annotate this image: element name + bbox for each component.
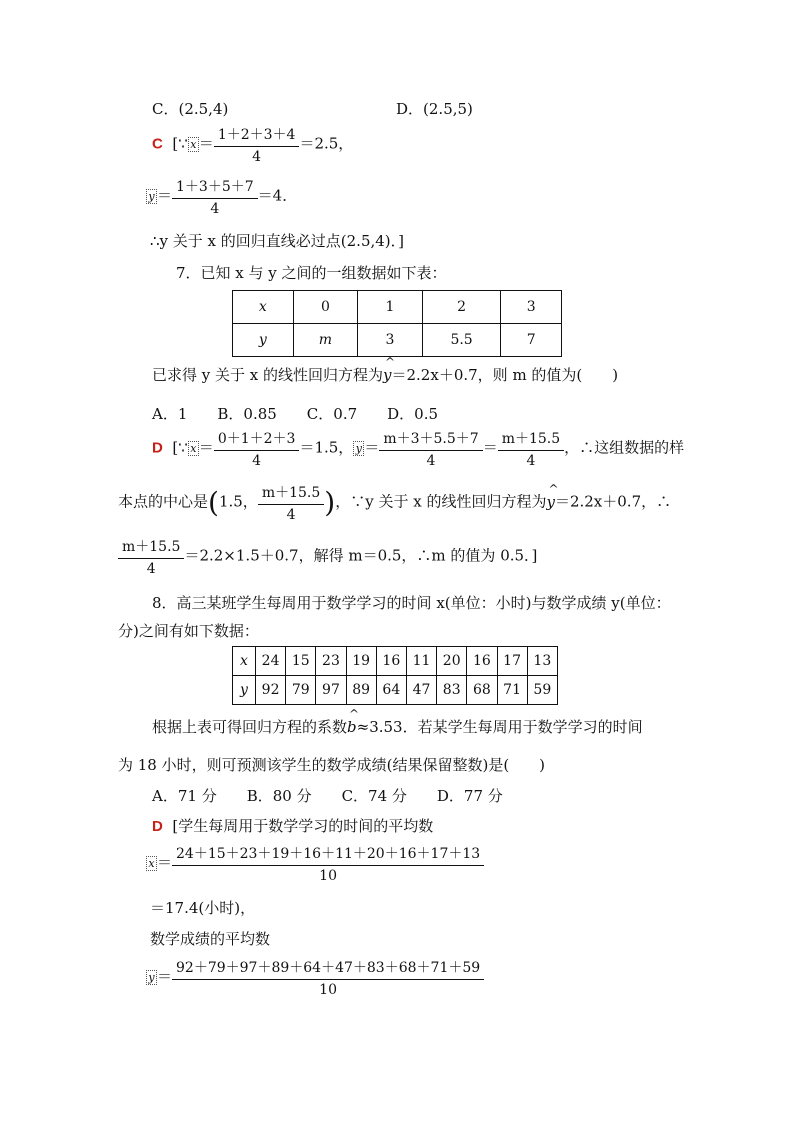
answer-letter: C	[152, 135, 163, 153]
table-row	[233, 647, 558, 676]
result: ＝2.5，	[299, 134, 354, 153]
table-cell: 3	[501, 291, 562, 324]
table-cell: 97	[316, 676, 346, 705]
denominator: 4	[258, 504, 324, 523]
table-cell: 64	[376, 676, 406, 705]
numerator: 1＋2＋3＋4	[217, 127, 296, 143]
question-equation: ＝2.2x＋0.7，则 m 的值为( )	[391, 366, 619, 384]
denominator: 4	[172, 198, 258, 217]
table-cell: 7	[501, 324, 562, 357]
q8-data-table	[232, 646, 558, 705]
denominator: 10	[172, 979, 484, 998]
center-x: 1.5，	[218, 492, 258, 511]
table-cell: 3	[358, 324, 423, 357]
solution-tail: ，∴这组数据的样	[564, 438, 685, 457]
table-row	[233, 324, 562, 357]
table-cell: 17	[497, 647, 527, 676]
table-cell: 24	[256, 647, 286, 676]
q8-xbar-result: ＝17.4(小时)，	[150, 899, 256, 917]
table-cell: 13	[527, 647, 557, 676]
table-cell: 71	[497, 676, 527, 705]
solution-text: [学生每周用于数学学习的时间的平均数	[172, 817, 434, 835]
q8-solution-line1	[152, 815, 433, 836]
numerator: m＋15.5	[501, 431, 561, 447]
denominator: 4	[379, 450, 482, 469]
denominator: 4	[498, 450, 564, 469]
ybar-fraction-2	[500, 428, 562, 469]
x-bar-icon: x	[146, 856, 157, 871]
ybar-fraction	[174, 176, 256, 217]
q7-options: A．1 B．0.85 C．0.7 D．0.5	[152, 405, 439, 423]
option-c: C．(2.5,4)	[152, 100, 229, 118]
denominator: 10	[172, 865, 484, 884]
equals: ＝	[157, 853, 173, 872]
table-cell: 68	[467, 676, 497, 705]
y-hat-icon: ^ y	[546, 493, 554, 511]
y-bar-icon: y	[353, 441, 364, 456]
q6-conclusion: ∴y 关于 x 的回归直线必过点(2.5,4)．]	[150, 232, 405, 250]
table-cell: 79	[286, 676, 316, 705]
table-cell: 20	[437, 647, 467, 676]
table-row	[233, 291, 562, 324]
q7-stem: 7．已知 x 与 y 之间的一组数据如下表：	[176, 264, 447, 282]
q7-solution-line2: 本点的中心是(1.5， $\frac{m+15.5}{4}$ )，∵y 关于 x 的线性回归方程为^ y＝2.2x＋0.7，∴	[118, 482, 671, 523]
table-cell: 16	[376, 647, 406, 676]
q8-question-line1	[152, 716, 643, 737]
question-prefix: 根据上表可得回归方程的系数	[152, 718, 348, 736]
q8-ybar-line	[146, 957, 484, 998]
equals: ＝	[198, 134, 214, 153]
center-post: ，∵y 关于 x 的线性回归方程为	[335, 492, 547, 511]
result: ＝4．	[257, 186, 298, 205]
q8-solution-line2: 数学成绩的平均数	[150, 930, 271, 948]
table-cell: 15	[286, 647, 316, 676]
table-cell: 89	[346, 676, 376, 705]
center-fraction	[260, 482, 322, 523]
table-cell: 59	[527, 676, 557, 705]
numerator: 0＋1＋2＋3	[217, 431, 296, 447]
ybar-fraction	[174, 957, 482, 998]
table-cell: 11	[406, 647, 436, 676]
xbar-fraction	[216, 428, 298, 469]
numerator: m＋3＋5.5＋7	[383, 431, 479, 447]
q7-solution-line1	[152, 428, 684, 469]
q8-stem-line1: 8．高三某班学生每周用于数学学习的时间 x(单位：小时)与数学成绩 y(单位：	[152, 594, 671, 612]
table-cell: 23	[316, 647, 346, 676]
q7-question	[152, 364, 618, 385]
equals: ＝	[482, 438, 498, 457]
q7-solution-line3	[118, 536, 537, 577]
table-cell: x	[240, 653, 248, 669]
table-row	[233, 676, 558, 705]
center-prefix: 本点的中心是	[118, 492, 209, 511]
center-equation: ＝2.2x＋0.7，∴	[554, 492, 672, 511]
equals: ＝	[157, 967, 173, 986]
table-cell: 1	[358, 291, 423, 324]
table-cell: y	[240, 682, 248, 698]
table-cell: x	[258, 299, 267, 315]
answer-letter: D	[152, 439, 163, 457]
equals: ＝	[198, 438, 214, 457]
y-bar-icon: y	[146, 189, 157, 204]
result: ＝1.5，	[299, 438, 354, 457]
q6-solution-line1	[152, 124, 353, 165]
answer-letter: D	[152, 818, 163, 835]
numerator: m＋15.5	[122, 539, 181, 555]
table-cell: 92	[256, 676, 286, 705]
table-cell: 16	[467, 647, 497, 676]
table-cell: 0	[293, 291, 358, 324]
table-cell: 2	[422, 291, 501, 324]
table-cell: m	[318, 332, 333, 348]
table-cell: 5.5	[422, 324, 501, 357]
x-bar-icon: x	[188, 137, 199, 152]
table-cell: 47	[406, 676, 436, 705]
q8-stem-line2: 分)之间有如下数据：	[118, 622, 259, 640]
bracket-text: [∵	[172, 134, 188, 153]
q8-xbar-line	[146, 843, 484, 884]
y-hat-icon: ^ y	[383, 366, 391, 384]
q8-options: A．71 分 B．80 分 C．74 分 D．77 分	[152, 787, 503, 805]
denominator: 4	[118, 558, 184, 577]
ybar-fraction	[381, 428, 480, 469]
table-cell: 83	[437, 676, 467, 705]
xbar-fraction	[216, 124, 298, 165]
q8-question-line2: 为 18 小时，则可预测该学生的数学成绩(结果保留整数)是( )	[118, 756, 546, 774]
numerator: 24＋15＋23＋19＋16＋11＋20＋16＋17＋13	[176, 846, 481, 862]
q7-data-table	[232, 290, 562, 357]
bracket-text: [∵	[172, 438, 188, 457]
final-tail: ＝2.2×1.5＋0.7，解得 m＝0.5，∴m 的值为 0.5．]	[184, 546, 538, 565]
question-post: ≈3.53．若某学生每周用于数学学习的时间	[356, 718, 643, 736]
table-cell: 19	[346, 647, 376, 676]
b-hat-icon: ^ b	[347, 718, 357, 736]
numerator: 1＋3＋5＋7	[176, 179, 254, 195]
final-fraction	[120, 536, 182, 577]
xbar-fraction	[174, 843, 482, 884]
numerator: 92＋79＋97＋89＋64＋47＋83＋68＋71＋59	[176, 960, 481, 976]
denominator: 4	[214, 450, 300, 469]
option-d: D．(2.5,5)	[396, 100, 473, 118]
q6-solution-line2	[146, 176, 297, 217]
equals: ＝	[364, 438, 380, 457]
question-prefix: 已求得 y 关于 x 的线性回归方程为	[152, 366, 384, 384]
x-bar-icon: x	[188, 441, 199, 456]
numerator: m＋15.5	[261, 485, 321, 501]
table-cell: y	[258, 332, 267, 348]
y-bar-icon: y	[146, 970, 157, 985]
denominator: 4	[214, 146, 300, 165]
equals: ＝	[157, 186, 173, 205]
